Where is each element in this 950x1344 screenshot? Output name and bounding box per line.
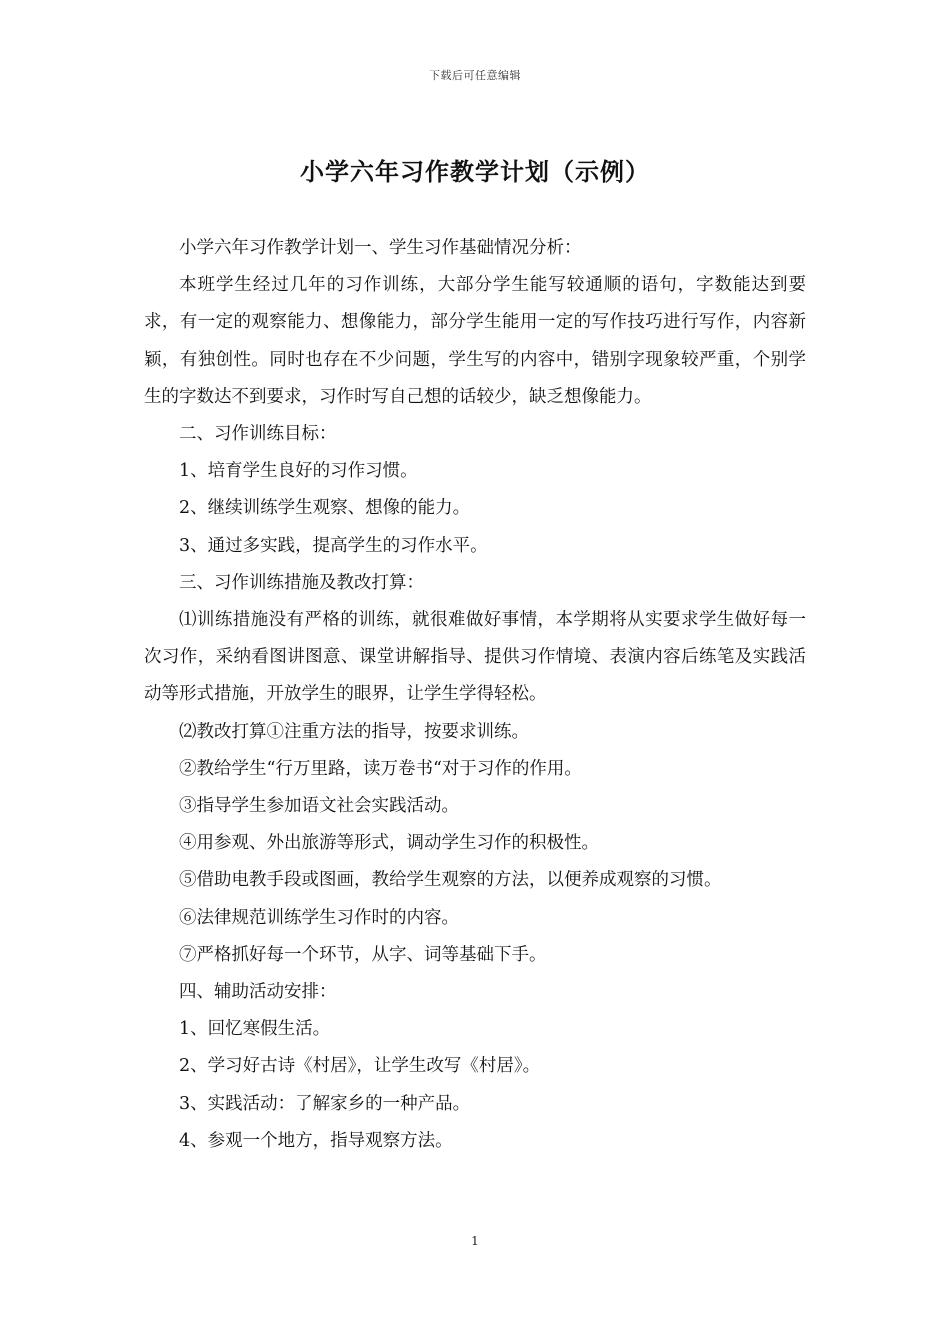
section-heading-goals: 二、习作训练目标： [179, 424, 337, 445]
list-item-activity-3: 3、实践活动：了解家乡的一种产品。 [179, 1093, 471, 1114]
list-item-activity-4: 4、参观一个地方，指导观察方法。 [179, 1130, 453, 1151]
paragraph-measures-1: ⑴训练措施没有严格的训练，就很难做好事情，本学期将从实要求学生做好每一次习作，采纳看图讲图意、课堂讲解指导、提供习作情境、表演内容后练笔及实践活动等形式措施，开放学生的眼界，让学生学得轻松。 [144, 610, 806, 705]
list-item-activity-1: 1、回忆寒假生活。 [179, 1019, 331, 1040]
list-item-measure-2: ②教给学生“行万里路，读万卷书“对于习作的作用。 [179, 758, 582, 779]
paragraph-measures-2: ⑵教改打算①注重方法的指导，按要求训练。 [179, 721, 529, 742]
paragraph-analysis: 本班学生经过几年的习作训练，大部分学生能写较通顺的语句，字数能达到要求，有一定的观察能力、想像能力，部分学生能用一定的写作技巧进行写作，内容新颖，有独创性。同时也存在不少问题，学生写的内容中，错别字现象较严重，个别学生的字数达不到要求，习作时写自己想的话较少，缺乏想像能力。 [144, 275, 806, 407]
list-item-goal-2: 2、继续训练学生观察、想像的能力。 [179, 498, 471, 519]
list-item-measure-6: ⑥法律规范训练学生习作时的内容。 [179, 907, 459, 928]
list-item-measure-7: ⑦严格抓好每一个环节，从字、词等基础下手。 [179, 944, 547, 965]
section-heading-activities: 四、辅助活动安排： [179, 982, 337, 1003]
section-heading-measures: 三、习作训练措施及教改打算： [179, 572, 424, 593]
document-body [144, 230, 806, 1160]
list-item-goal-3: 3、通过多实践，提高学生的习作水平。 [179, 535, 488, 556]
list-item-activity-2: 2、学习好古诗《村居》，让学生改写《村居》。 [179, 1056, 541, 1077]
header-note: 下载后可任意编辑 [429, 69, 521, 82]
page-number: 1 [471, 1234, 479, 1248]
list-item-goal-1: 1、培育学生良好的习作习惯。 [179, 461, 418, 482]
list-item-measure-4: ④用参观、外出旅游等形式，调动学生习作的积极性。 [179, 833, 599, 854]
paragraph-intro: 小学六年习作教学计划一、学生习作基础情况分析： [179, 238, 582, 258]
list-item-measure-3: ③指导学生参加语文社会实践活动。 [179, 796, 459, 817]
document-title: 小学六年习作教学计划（示例） [300, 157, 650, 186]
list-item-measure-5: ⑤借助电教手段或图画，教给学生观察的方法，以便养成观察的习惯。 [179, 870, 722, 891]
